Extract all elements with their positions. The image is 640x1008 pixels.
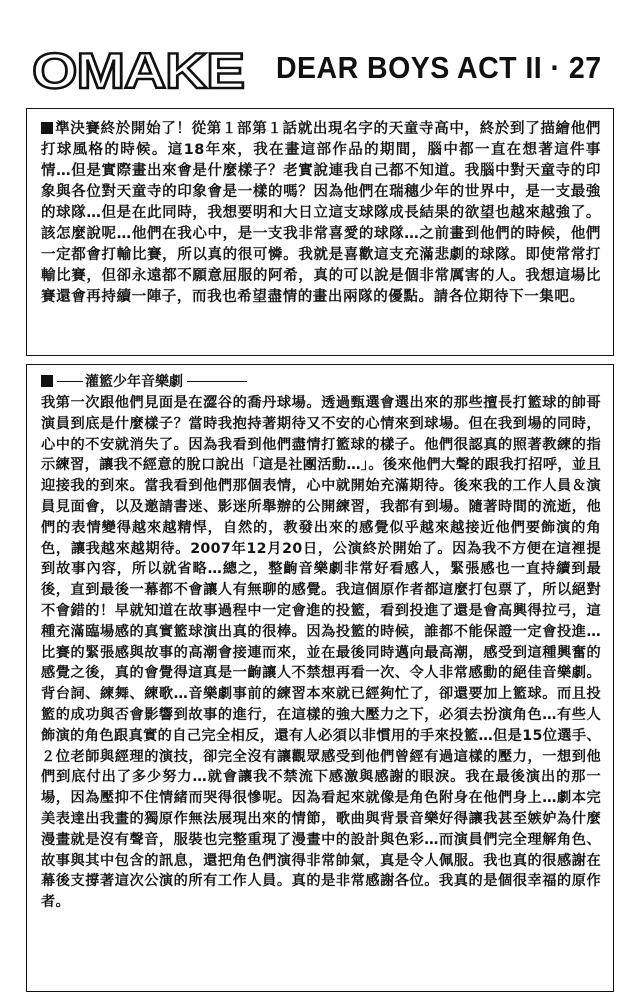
dash-divider (57, 381, 83, 382)
afterword-paragraph (41, 119, 601, 308)
afterword-text: 準決賽終於開始了！從第１部第１話就出現名字的天童寺高中，終於到了描繪他們打球風格的時候。這18年來，我在畫這部作品的期間，腦中都一直在想著這件事情…但是實際畫出來會是什麼樣子？老實說連我自己都不知道。我腦中對天童寺的印象與各位對天童寺的印象會是一樣的嗎？因為他們在瑞穗少年的世界中，是一支最強的球隊…但是在此同時，我想要明和大日立這支球隊成長結果的欲望也越來越強了。該怎麼說呢…他們在我心中，是一支我非常喜愛的球隊…之前畫到他們的時候，他們一定都會打輸比賽，所以真的很可憐。我就是喜歡這支充滿悲劇的球隊。即使常常打輸比賽，但卻永遠都不願意屈服的阿希，真的可以說是個非常厲害的人。我想這場比賽還會再持續一陣子，而我也希望盡情的畫出兩隊的優點。請各位期待下一集吧。 (41, 121, 601, 305)
musical-heading-text: 灌籃少年音樂劇 (85, 374, 183, 390)
series-title: DEAR BOYS ACT II · 27 (276, 50, 602, 85)
page-header (28, 44, 602, 98)
dash-divider (187, 381, 247, 382)
section-afterword (26, 108, 614, 356)
square-bullet-icon (41, 375, 53, 387)
omake-logo-text: OMAKE (32, 44, 244, 96)
musical-paragraph: 我第一次跟他們見面是在澀谷的喬丹球場。透過甄選會選出來的那些擅長打籃球的帥哥演員到底是什麼樣子？當時我抱持著期待又不安的心情來到球場。但在我到場的同時，心中的不安就消失了。因為我看到他們盡情打籃球的樣子。他們很認真的照著教練的指示練習，讓我不經意的脫口說出「這是社團活動…」。後來他們大聲的跟我打招呼，並且迎接我的到來。當我看到他們那個表情，心中就開始充滿期待。後來我的工作人員＆演員見面會，以及邀請書迷、影迷所舉辦的公開練習，我都有到場。隨著時間的流逝，他們的表情變得越來越精悍，自然的，教發出來的感覺似乎越來越接近他們要飾演的角色，讓我越來越期待。2007年12月20日，公演終於開始了。因為我不方便在這裡提到故事內容，所以就省略…總之，整齣音樂劇非常好看感人，緊張感也一直持續到最後，直到最後一幕都不會讓人有無聊的感覺。我這個原作者都這麼打包票了，所以絕對不會錯的！早就知道在故事過程中一定會進的投籃，看到投進了還是會高興得拉弓，這種充滿臨場感的真實籃球演出真的很棒。因為投籃的時候，誰都不能保證一定會投進…比賽的緊張感與故事的高潮會接連而來，並在最後同時邁向最高潮，感受到這種興奮的感覺之後，真的會覺得這真是一齣讓人不禁想再看一次、令人非常感動的絕佳音樂劇。背台詞、練舞、練歌…音樂劇事前的練習本來就已經夠忙了，卻還要加上籃球。而且投籃的成功與否會影響到故事的進行，在這樣的強大壓力之下，必須去扮演角色…有些人飾演的角色跟真實的自己完全相反，還有人必須以非慣用的手來投籃…但是15位選手、２位老師與經理的演技，卻完全沒有讓觀眾感受到他們曾經有過這樣的壓力，一想到他們到底付出了多少努力…就會讓我不禁流下感激與感謝的眼淚。我在最後演出的那一場，因為壓抑不住情緒而哭得很慘呢。因為看起來就像是角色附身在他們身上…劇本完美表達出我畫的獨原作無法展現出來的情節，歌曲與背景音樂好得讓我甚至嫉妒為什麼漫畫就是沒有聲音，服裝也完整重現了漫畫中的設計與色彩…而演員們完全理解角色、故事與其中包含的訊息，還把角色們演得非常帥氣，真是令人佩服。我也真的很感謝在幕後支撐著這次公演的所有工作人員。真的是非常感謝各位。我真的是個很幸福的原作者。 (41, 395, 601, 911)
square-bullet-icon (41, 122, 53, 134)
musical-heading (41, 371, 261, 391)
omake-logo (28, 44, 248, 96)
section-musical (26, 364, 614, 992)
